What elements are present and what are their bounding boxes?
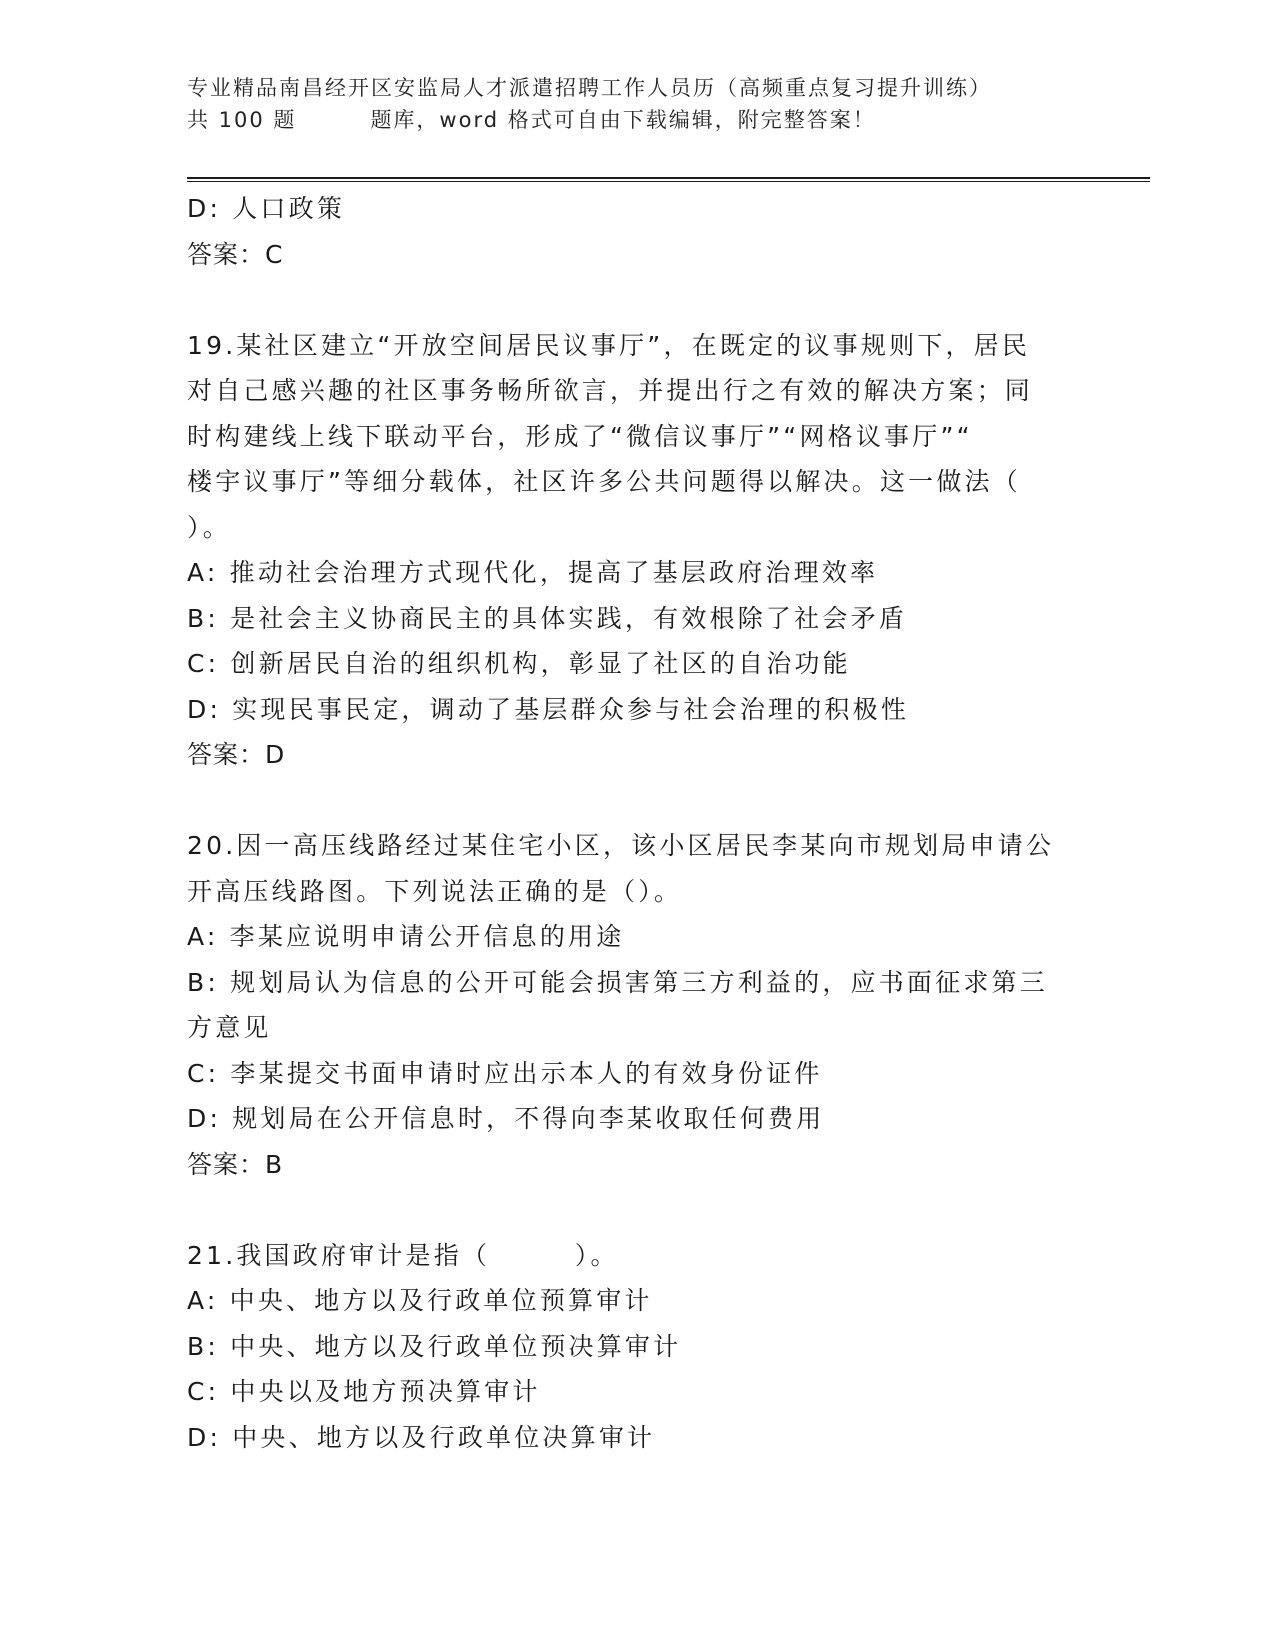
document-body: [187, 186, 1087, 1460]
page-header: [187, 72, 1107, 136]
question-20: [187, 823, 1087, 1187]
question-count: 共 100 题: [187, 108, 297, 132]
question-19-stem-line: 时构建线上线下联动平台，形成了“微信议事厅”“网格议事厅”“: [187, 421, 973, 451]
question-21-option-a: A: 中央、地方以及行政单位预算审计: [187, 1286, 653, 1315]
question-20-answer: 答案：B: [187, 1149, 284, 1179]
question-20-option-d: D: 规划局在公开信息时，不得向李某收取任何费用: [187, 1104, 825, 1133]
prev-answer: 答案：C: [187, 239, 284, 269]
question-19-stem-line: ）。: [187, 512, 231, 542]
question-21: [187, 1233, 1087, 1461]
header-rule-thin: [187, 181, 1150, 182]
question-21-option-b: B: 中央、地方以及行政单位预决算审计: [187, 1331, 682, 1361]
question-20-option-c: C: 李某提交书面申请时应出示本人的有效身份证件: [187, 1058, 823, 1088]
question-19-option-a: A: 推动社会治理方式现代化，提高了基层政府治理效率: [187, 558, 879, 587]
question-20-option-a: A: 李某应说明申请公开信息的用途: [187, 922, 625, 951]
question-20-option-b: B: 规划局认为信息的公开可能会损害第三方利益的，应书面征求第三: [187, 967, 1048, 997]
question-19-answer: 答案：D: [187, 740, 286, 769]
question-20-option-b-continued: 方意见: [187, 1013, 272, 1042]
question-19-stem-line: 19.某社区建立“开放空间居民议事厅”，在既定的议事规则下，居民: [187, 330, 1031, 360]
question-19-stem-line: 楼宇议事厅”等细分载体，社区许多公共问题得以解决。这一做法（: [187, 467, 1021, 496]
question-19-option-d: D: 实现民事民定，调动了基层群众参与社会治理的积极性: [187, 694, 910, 724]
question-21-option-d: D: 中央、地方以及行政单位决算审计: [187, 1422, 656, 1452]
question-19-stem-line: 对自己感兴趣的社区事务畅所欲言，并提出行之有效的解决方案；同: [187, 376, 1034, 405]
header-description: 题库，word 格式可自由下载编辑，附完整答案！: [370, 108, 876, 132]
question-21-stem-line: 21.我国政府审计是指（ ）。: [187, 1240, 619, 1270]
header-rule-thick: [187, 177, 1150, 179]
question-20-stem-line: 开高压线路图。下列说法正确的是（）。: [187, 876, 683, 906]
header-subtitle: [187, 104, 1107, 136]
question-19: [187, 323, 1087, 778]
prev-option-d: D: 人口政策: [187, 194, 346, 223]
question-19-option-c: C: 创新居民自治的组织机构，彰显了社区的自治功能: [187, 649, 851, 678]
question-20-stem-line: 20.因一高压线路经过某住宅小区，该小区居民李某向市规划局申请公: [187, 831, 1055, 860]
question-19-option-b: B: 是社会主义协商民主的具体实践，有效根除了社会矛盾: [187, 603, 907, 633]
header-title: 专业精品南昌经开区安监局人才派遣招聘工作人员历（高频重点复习提升训练）: [187, 76, 992, 100]
question-21-option-c: C: 中央以及地方预决算审计: [187, 1377, 541, 1406]
